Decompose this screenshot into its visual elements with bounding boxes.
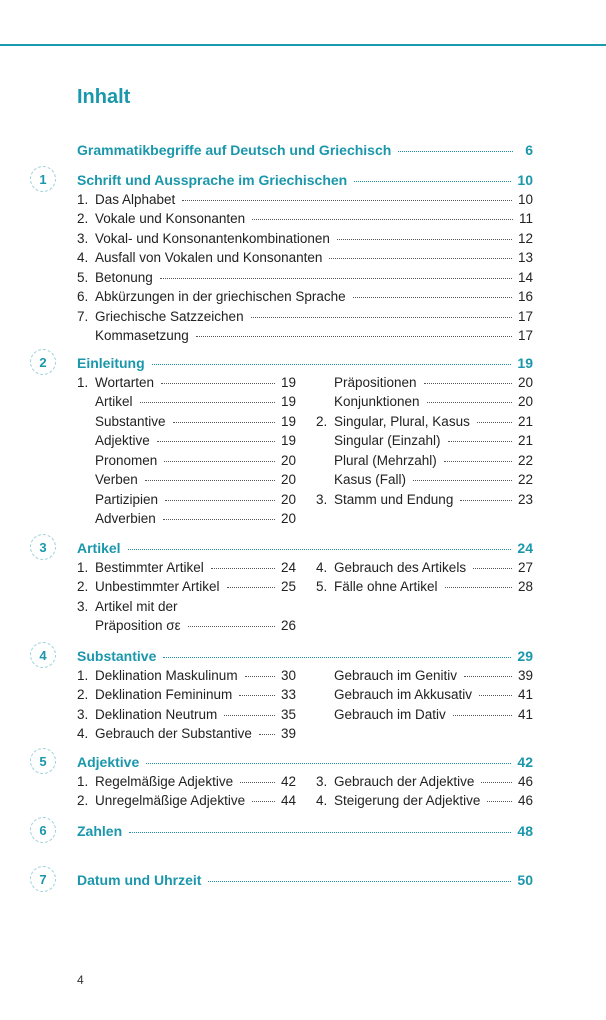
entry-number: 4. [316,793,328,808]
dot-leader [145,480,275,481]
toc-entry[interactable] [316,491,533,509]
entry-number: 6. [77,289,89,304]
entry-title: Konjunktionen [334,394,420,409]
entry-title: Adverbien [95,511,156,526]
page-ref: 22 [517,452,533,468]
entry-number: 7. [77,308,89,324]
page-ref: 24 [280,559,296,575]
page-ref: 26 [280,618,296,633]
toc-entry[interactable] [77,667,296,685]
page-ref: 17 [517,308,533,324]
page-ref: 41 [517,706,533,722]
toc-entry[interactable] [77,725,296,743]
dot-leader [196,336,512,337]
entry-title: Ausfall von Vokalen und Konsonanten [95,250,323,265]
toc-entry[interactable] [77,491,296,509]
page-ref: 20 [517,394,533,409]
page-ref: 20 [517,374,533,390]
top-rule [0,44,606,46]
page-ref: 42 [280,773,296,789]
toc-entry[interactable] [77,471,296,489]
entry-title: Artikel mit der [95,598,178,614]
entry-title: Vokal- und Konsonantenkombinationen [95,230,330,246]
toc-entry[interactable] [77,578,296,596]
page-ref: 29 [517,648,533,664]
chapter-number-badge: 5 [30,748,56,774]
entry-number: 3. [316,773,328,789]
entry-title: Kasus (Fall) [334,472,407,487]
entry-number: 2. [77,687,89,702]
entry-title: Deklination Femininum [95,687,233,702]
page-ref: 20 [280,452,296,468]
dot-leader [173,422,275,423]
toc-entry[interactable] [77,686,296,704]
chapter-title: Grammatikbegriffe auf Deutsch und Griechisch [77,142,392,158]
dot-leader [445,587,512,588]
toc-entry[interactable] [77,288,533,306]
entry-number: 1. [77,374,89,390]
chapter-title: Artikel [77,540,121,556]
entry-title: Betonung [95,269,153,285]
entry-title: Gebrauch der Substantive [95,726,252,741]
entry-number: 1. [77,667,89,683]
entry-number: 1. [77,191,89,207]
entry-title: Bestimmter Artikel [95,559,204,575]
entry-title: Fälle ohne Artikel [334,579,438,594]
page-ref: 20 [280,511,296,526]
toc-entry[interactable] [77,773,296,791]
toc-entry[interactable] [77,792,296,810]
entry-title: Gebrauch der Adjektive [334,773,475,789]
toc-entry[interactable] [77,432,296,450]
dot-leader [448,441,512,442]
page-ref: 39 [280,726,296,741]
toc-intro-entry[interactable] [77,141,533,159]
chapter-heading-3[interactable] [77,539,533,557]
page-ref: 25 [280,579,296,594]
page-number: 4 [77,973,84,987]
entry-title: Verben [95,472,138,487]
chapter-heading-1[interactable] [77,171,533,189]
toc-entry[interactable] [316,413,533,431]
entry-title: Kommasetzung [95,328,189,343]
entry-title: Das Alphabet [95,191,176,207]
dot-leader [481,782,512,783]
page-ref: 39 [517,667,533,683]
entry-number: 2. [77,579,89,594]
toc-entry[interactable] [77,598,296,616]
dot-leader [240,782,275,783]
entry-title: Partizipien [95,491,159,507]
dot-leader [188,626,275,627]
dot-leader [129,832,511,833]
dot-leader [245,676,275,677]
dot-leader [224,715,275,716]
dot-leader [251,317,512,318]
chapter-number-badge: 2 [30,349,56,375]
page-ref: 19 [280,374,296,390]
dot-leader [146,763,511,764]
dot-leader [239,695,275,696]
dot-leader [424,383,512,384]
dot-leader [259,734,275,735]
entry-title: Gebrauch im Akkusativ [334,687,473,702]
dot-leader [252,801,275,802]
entry-title: Deklination Neutrum [95,706,218,722]
entry-title: Gebrauch im Dativ [334,706,446,722]
entry-number: 1. [77,559,89,575]
toc-entry[interactable] [77,269,533,287]
dot-leader [227,587,275,588]
chapter-heading-2[interactable] [77,354,533,372]
dot-leader [152,364,512,365]
toc-entry[interactable] [77,393,296,411]
entry-title: Wortarten [95,374,155,390]
dot-leader [473,568,512,569]
toc-entry[interactable] [316,706,533,724]
toc-entry[interactable] [316,686,533,704]
toc-entry[interactable] [77,617,296,635]
toc-entry[interactable] [77,374,296,392]
dot-leader [208,881,511,882]
page-ref: 22 [517,472,533,487]
entry-title: Gebrauch des Artikels [334,559,467,575]
chapter-title: Einleitung [77,355,145,371]
page-title: Inhalt [77,86,131,108]
page-ref: 28 [517,579,533,594]
dot-leader [157,441,275,442]
entry-title: Substantive [95,413,166,429]
page-ref: 41 [517,687,533,702]
dot-leader [163,519,275,520]
entry-number: 3. [77,598,89,614]
page-ref: 19 [280,413,296,429]
page-ref: 24 [517,540,533,556]
entry-title: Deklination Maskulinum [95,667,238,683]
dot-leader [413,480,512,481]
dot-leader [479,695,512,696]
toc-entry[interactable] [316,452,533,470]
entry-number: 3. [316,491,328,507]
toc-entry[interactable] [316,792,533,810]
page-ref: 19 [280,394,296,409]
page-ref: 19 [280,433,296,448]
page-ref: 44 [280,793,296,808]
toc-entry[interactable] [77,308,533,326]
entry-title: Singular (Einzahl) [334,433,441,448]
dot-leader [329,258,512,259]
dot-leader [398,151,513,152]
entry-title: Unregelmäßige Adjektive [95,793,246,808]
dot-leader [182,200,512,201]
toc-entry[interactable] [77,249,533,267]
entry-title: Abkürzungen in der griechischen Sprache [95,289,346,304]
entry-title: Präposition σε [95,618,181,633]
toc-entry[interactable] [316,559,533,577]
page-ref: 13 [517,250,533,265]
entry-number: 1. [77,773,89,789]
entry-number: 3. [77,706,89,722]
page-ref: 50 [517,872,533,888]
entry-number: 4. [77,726,89,741]
dot-leader [161,383,275,384]
page-ref: 23 [517,491,533,507]
page-ref: 30 [280,667,296,683]
page-ref: 11 [518,211,533,226]
page-ref: 6 [525,142,533,158]
toc-entry[interactable] [316,667,533,685]
toc-entry[interactable] [77,413,296,431]
page-ref: 20 [280,472,296,487]
toc-entry[interactable] [316,393,533,411]
entry-title: Griechische Satzzeichen [95,308,244,324]
chapter-heading-5[interactable] [77,753,533,771]
dot-leader [477,422,512,423]
dot-leader [453,715,512,716]
dot-leader [444,461,512,462]
dot-leader [211,568,275,569]
toc-entry[interactable] [77,510,296,528]
chapter-number-badge: 7 [30,866,56,892]
page-ref: 16 [517,289,533,304]
entry-title: Artikel [95,394,133,409]
dot-leader [427,402,512,403]
dot-leader [252,219,513,220]
chapter-number-badge: 4 [30,642,56,668]
entry-number: 2. [77,211,89,226]
chapter-number-badge: 6 [30,817,56,843]
page-ref: 46 [517,773,533,789]
page-ref: 35 [280,706,296,722]
chapter-heading-7[interactable] [77,871,533,889]
dot-leader [354,181,511,182]
chapter-title: Datum und Uhrzeit [77,872,202,888]
chapter-title: Substantive [77,648,157,664]
page-ref: 12 [517,230,533,246]
entry-number: 4. [316,559,328,575]
page-ref: 48 [517,823,533,839]
toc-entry[interactable] [316,374,533,392]
entry-number: 5. [316,579,328,594]
dot-leader [464,676,512,677]
dot-leader [164,461,275,462]
chapter-heading-6[interactable] [77,822,533,840]
toc-entry[interactable] [77,559,296,577]
chapter-heading-4[interactable] [77,647,533,665]
entry-title: Pronomen [95,452,158,468]
entry-number: 2. [77,793,89,808]
toc-entry[interactable] [77,191,533,209]
toc-entry[interactable] [77,210,533,228]
entry-title: Plural (Mehrzahl) [334,452,437,468]
entry-number: 2. [316,413,328,429]
page-ref: 14 [517,269,533,285]
toc-entry[interactable] [77,327,533,345]
chapter-number-badge: 3 [30,534,56,560]
toc-entry[interactable] [316,578,533,596]
entry-title: Singular, Plural, Kasus [334,413,470,429]
entry-title: Vokale und Konsonanten [95,211,246,226]
dot-leader [460,500,512,501]
toc-entry[interactable] [77,230,533,248]
chapter-title: Adjektive [77,754,140,770]
page-ref: 10 [517,191,533,207]
entry-number: 5. [77,269,89,285]
page-ref: 21 [517,433,533,448]
chapter-title: Schrift und Aussprache im Griechischen [77,172,348,188]
entry-title: Steigerung der Adjektive [334,793,481,808]
entry-title: Unbestimmter Artikel [95,579,220,594]
page-ref: 27 [517,559,533,575]
entry-title: Adjektive [95,433,150,448]
toc-entry[interactable] [77,706,296,724]
dot-leader [160,278,512,279]
page-ref: 17 [517,328,533,343]
toc-entry[interactable] [316,432,533,450]
entry-number: 4. [77,250,89,265]
dot-leader [487,801,512,802]
page-ref: 20 [280,491,296,507]
page-ref: 10 [517,172,533,188]
page-ref: 19 [517,355,533,371]
dot-leader [353,297,512,298]
dot-leader [165,500,275,501]
entry-title: Stamm und Endung [334,491,454,507]
entry-title: Gebrauch im Genitiv [334,667,458,683]
entry-title: Präpositionen [334,374,417,390]
chapter-number-badge: 1 [30,166,56,192]
chapter-title: Zahlen [77,823,123,839]
dot-leader [337,239,512,240]
toc-entry[interactable] [77,452,296,470]
entry-number: 3. [77,230,89,246]
page-ref: 33 [280,687,296,702]
entry-title: Regelmäßige Adjektive [95,773,234,789]
page-ref: 21 [517,413,533,429]
page-ref: 46 [517,793,533,808]
dot-leader [163,657,511,658]
dot-leader [140,402,275,403]
toc-entry[interactable] [316,773,533,791]
page-ref: 42 [517,754,533,770]
dot-leader [128,549,512,550]
toc-entry[interactable] [316,471,533,489]
